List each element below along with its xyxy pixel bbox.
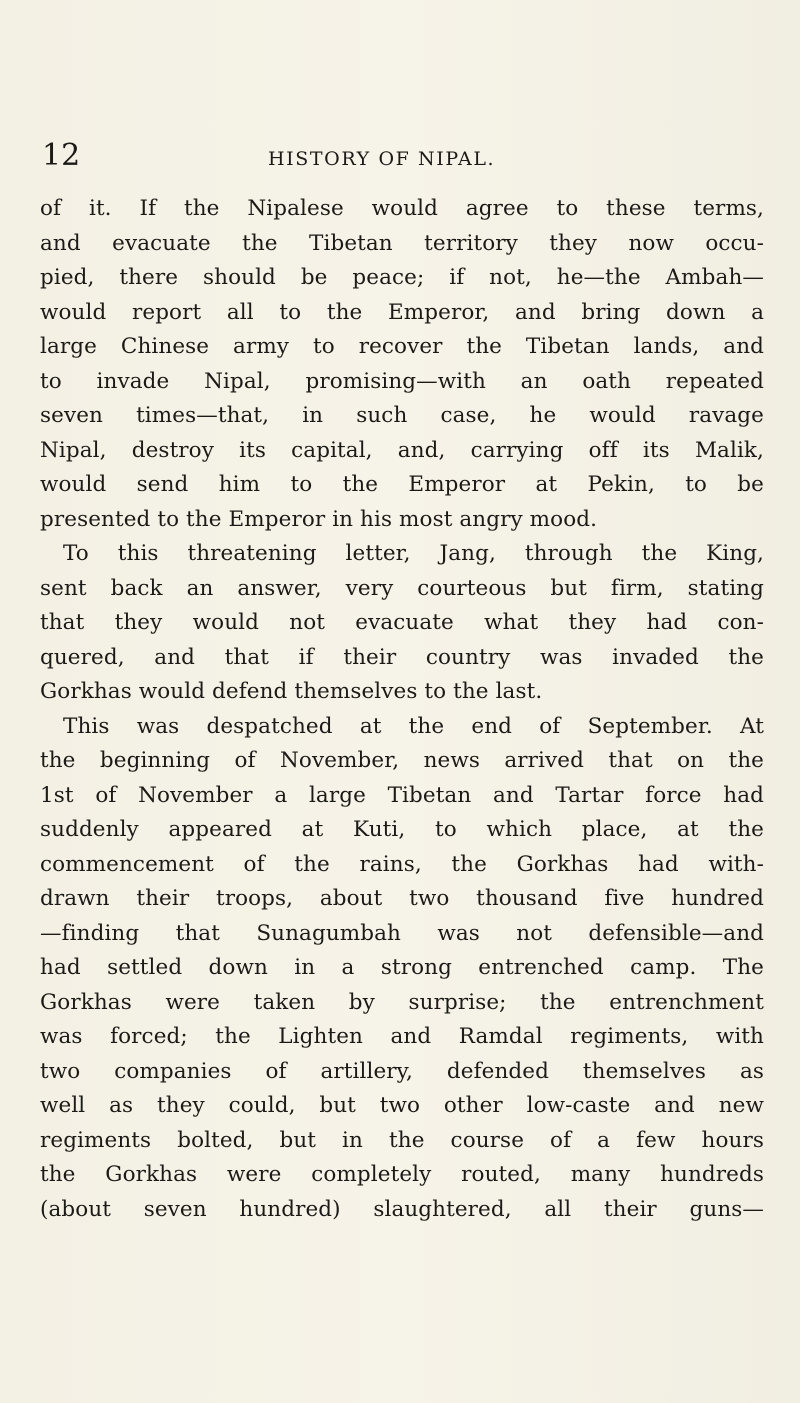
text-line: This was despatched at the end of September. At (63, 713, 764, 739)
page-number: 12 (42, 138, 81, 173)
text-line: that they would not evacuate what they had con- (40, 610, 764, 635)
text-line: would report all to the Emperor, and bring down a (40, 299, 764, 325)
text-line: (about seven hundred) slaughtered, all their guns— (40, 1196, 764, 1222)
text-line: pied, there should be peace; if not, he—the Ambah— (40, 265, 764, 290)
text-line: the beginning of November, news arrived that on the (40, 748, 764, 773)
text-line: presented to the Emperor in his most angry mood. (40, 506, 598, 532)
text-line: the Gorkhas were completely routed, many hundreds (40, 1162, 764, 1187)
text-line: well as they could, but two other low-caste and new (40, 1093, 764, 1118)
text-line: Gorkhas would defend themselves to the last. (40, 679, 543, 704)
running-head: HISTORY OF NIPAL. (268, 148, 496, 170)
text-line: of it. If the Nipalese would agree to these terms, (40, 196, 764, 221)
text-line: would send him to the Emperor at Pekin, to be (40, 472, 764, 497)
body-text (40, 192, 764, 1227)
text-line: seven times—that, in such case, he would ravage (40, 403, 764, 428)
text-line: suddenly appeared at Kuti, to which place, at the (40, 817, 764, 842)
text-line: drawn their troops, about two thousand five hundred (40, 886, 764, 911)
text-line: was forced; the Lighten and Ramdal regiments, with (40, 1024, 764, 1049)
text-line: commencement of the rains, the Gorkhas had with- (40, 851, 764, 877)
text-line: sent back an answer, very courteous but firm, stating (40, 575, 764, 601)
text-line: had settled down in a strong entrenched camp. The (40, 955, 764, 980)
text-line: Gorkhas were taken by surprise; the entrenchment (40, 989, 764, 1015)
text-line: two companies of artillery, defended themselves as (40, 1058, 764, 1084)
text-line: and evacuate the Tibetan territory they now occu- (40, 230, 764, 256)
text-line: large Chinese army to recover the Tibetan lands, and (40, 334, 764, 359)
text-line: —finding that Sunagumbah was not defensible—and (40, 920, 764, 946)
page-header (0, 138, 800, 178)
text-line: To this threatening letter, Jang, through the King, (63, 541, 764, 566)
text-line: Nipal, destroy its capital, and, carrying off its Malik, (40, 437, 764, 463)
text-line: 1st of November a large Tibetan and Tartar force had (40, 782, 764, 808)
text-line: to invade Nipal, promising—with an oath repeated (40, 368, 764, 394)
text-line: regiments bolted, but in the course of a few hours (40, 1127, 764, 1153)
text-line: quered, and that if their country was invaded the (40, 644, 764, 670)
